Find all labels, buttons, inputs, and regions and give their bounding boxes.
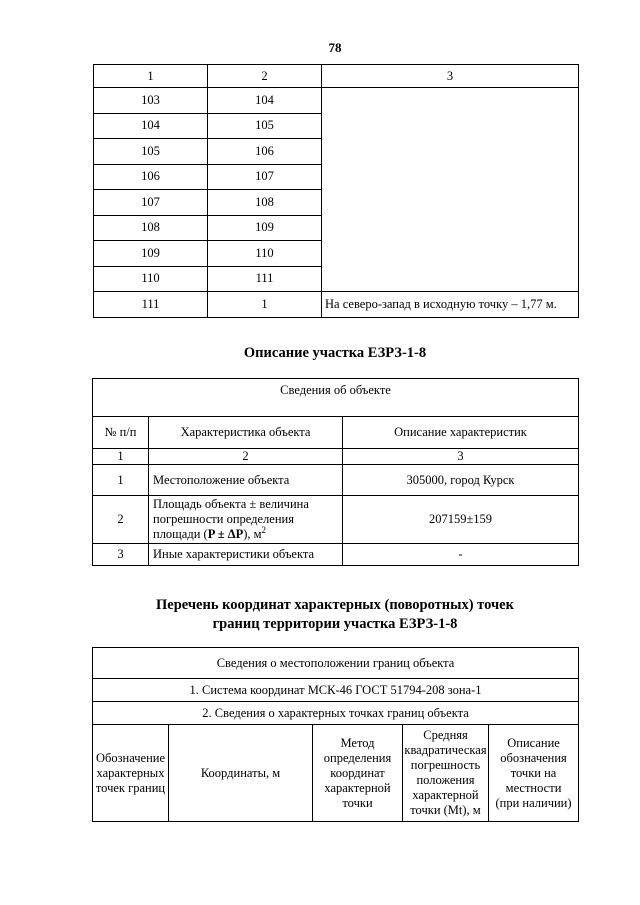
col-number: 3 xyxy=(343,449,579,465)
header-line: характерной xyxy=(324,780,391,795)
area-line-3-pre: площади ( xyxy=(153,527,208,541)
object-info-table xyxy=(92,378,579,566)
area-line-1: Площадь объекта ± величина xyxy=(153,497,309,511)
coords-title-line-1: Перечень координат характерных (поворотных) точек xyxy=(156,597,514,613)
header-num: № п/п xyxy=(93,417,149,449)
area-line-3-post: ), м xyxy=(243,527,262,541)
to-point: 111 xyxy=(208,266,322,292)
table-row xyxy=(93,679,579,702)
area-line-2: погрешности определения xyxy=(153,512,294,526)
table-header-row xyxy=(93,725,579,822)
from-point: 111 xyxy=(94,292,208,318)
header-description: Описание характеристик xyxy=(343,417,579,449)
area-formula: P ± ΔP xyxy=(207,527,244,541)
value: - xyxy=(343,544,579,566)
col-header: 1 xyxy=(94,65,208,88)
area-unit-superscript: 2 xyxy=(261,524,267,535)
coordinates-table xyxy=(92,647,579,822)
coordinate-system: 1. Система координат МСК-46 ГОСТ 51794-208 зона-1 xyxy=(93,679,579,702)
to-point: 108 xyxy=(208,190,322,216)
header-line: характерных xyxy=(96,765,165,780)
header-line: (при наличии) xyxy=(495,795,572,810)
header-method xyxy=(313,725,403,822)
table-row xyxy=(93,465,579,496)
value: 305000, город Курск xyxy=(343,465,579,496)
col-number: 1 xyxy=(93,449,149,465)
from-point: 108 xyxy=(94,215,208,241)
header-line: точки xyxy=(342,795,373,810)
table-header-row xyxy=(94,65,579,88)
col-number-row xyxy=(93,449,579,465)
header-line: погрешность xyxy=(410,758,481,772)
table-caption-row xyxy=(93,648,579,679)
col-number: 2 xyxy=(149,449,343,465)
characteristic: Иные характеристики объекта xyxy=(149,544,343,566)
characteristic: Местоположение объекта xyxy=(149,465,343,496)
points-info: 2. Сведения о характерных точках границ объекта xyxy=(93,702,579,725)
header-line: точки на xyxy=(510,765,557,780)
to-point: 106 xyxy=(208,139,322,165)
header-line: Метод xyxy=(340,735,375,750)
coords-title xyxy=(0,596,640,634)
header-line: Обозначение xyxy=(95,750,166,765)
section-title: Описание участка ЕЗРЗ-1-8 xyxy=(243,345,427,361)
header-line: координат xyxy=(330,765,385,780)
from-point: 105 xyxy=(94,139,208,165)
to-point: 104 xyxy=(208,88,322,114)
header-line: квадратическая xyxy=(404,743,487,757)
row-num: 3 xyxy=(93,544,149,566)
table-header-row xyxy=(93,417,579,449)
coords-title-line-2: границ территории участка ЕЗРЗ-1-8 xyxy=(212,616,458,632)
table-row xyxy=(94,292,579,318)
header-line: точек границ xyxy=(95,780,166,795)
header-line: характерной xyxy=(412,788,479,802)
coords-table-caption: Сведения о местоположении границ объекта xyxy=(93,648,579,679)
from-point: 109 xyxy=(94,241,208,267)
from-point: 110 xyxy=(94,266,208,292)
to-point: 105 xyxy=(208,113,322,139)
object-table-caption: Сведения об объекте xyxy=(93,379,579,417)
table-caption-row xyxy=(93,379,579,417)
header-line: Средняя xyxy=(423,728,468,742)
header-line: Описание xyxy=(507,735,560,750)
header-coordinates: Координаты, м xyxy=(169,725,313,822)
from-point: 103 xyxy=(94,88,208,114)
value: 207159±159 xyxy=(343,496,579,544)
row-num: 1 xyxy=(93,465,149,496)
page-number: 78 xyxy=(328,40,342,55)
to-point: 110 xyxy=(208,241,322,267)
table-row xyxy=(94,88,579,114)
header-line: положения xyxy=(416,773,475,787)
to-point: 1 xyxy=(208,292,322,318)
header-line: определения xyxy=(323,750,392,765)
header-location-desc xyxy=(489,725,579,822)
from-point: 104 xyxy=(94,113,208,139)
to-point: 109 xyxy=(208,215,322,241)
characteristic-area xyxy=(149,496,343,544)
table-row xyxy=(93,702,579,725)
col-header: 2 xyxy=(208,65,322,88)
to-point: 107 xyxy=(208,164,322,190)
table-row xyxy=(93,496,579,544)
header-line: местности xyxy=(505,780,562,795)
row-num: 2 xyxy=(93,496,149,544)
route-table xyxy=(93,64,579,318)
header-line: точки (Mt), м xyxy=(410,803,481,817)
route-description: На северо-запад в исходную точку – 1,77 м. xyxy=(322,292,579,318)
header-error xyxy=(403,725,489,822)
from-point: 106 xyxy=(94,164,208,190)
header-line: обозначения xyxy=(500,750,567,765)
header-designation xyxy=(93,725,169,822)
description-cell-empty xyxy=(322,88,579,292)
header-characteristic: Характеристика объекта xyxy=(149,417,343,449)
from-point: 107 xyxy=(94,190,208,216)
col-header: 3 xyxy=(322,65,579,88)
table-row xyxy=(93,544,579,566)
